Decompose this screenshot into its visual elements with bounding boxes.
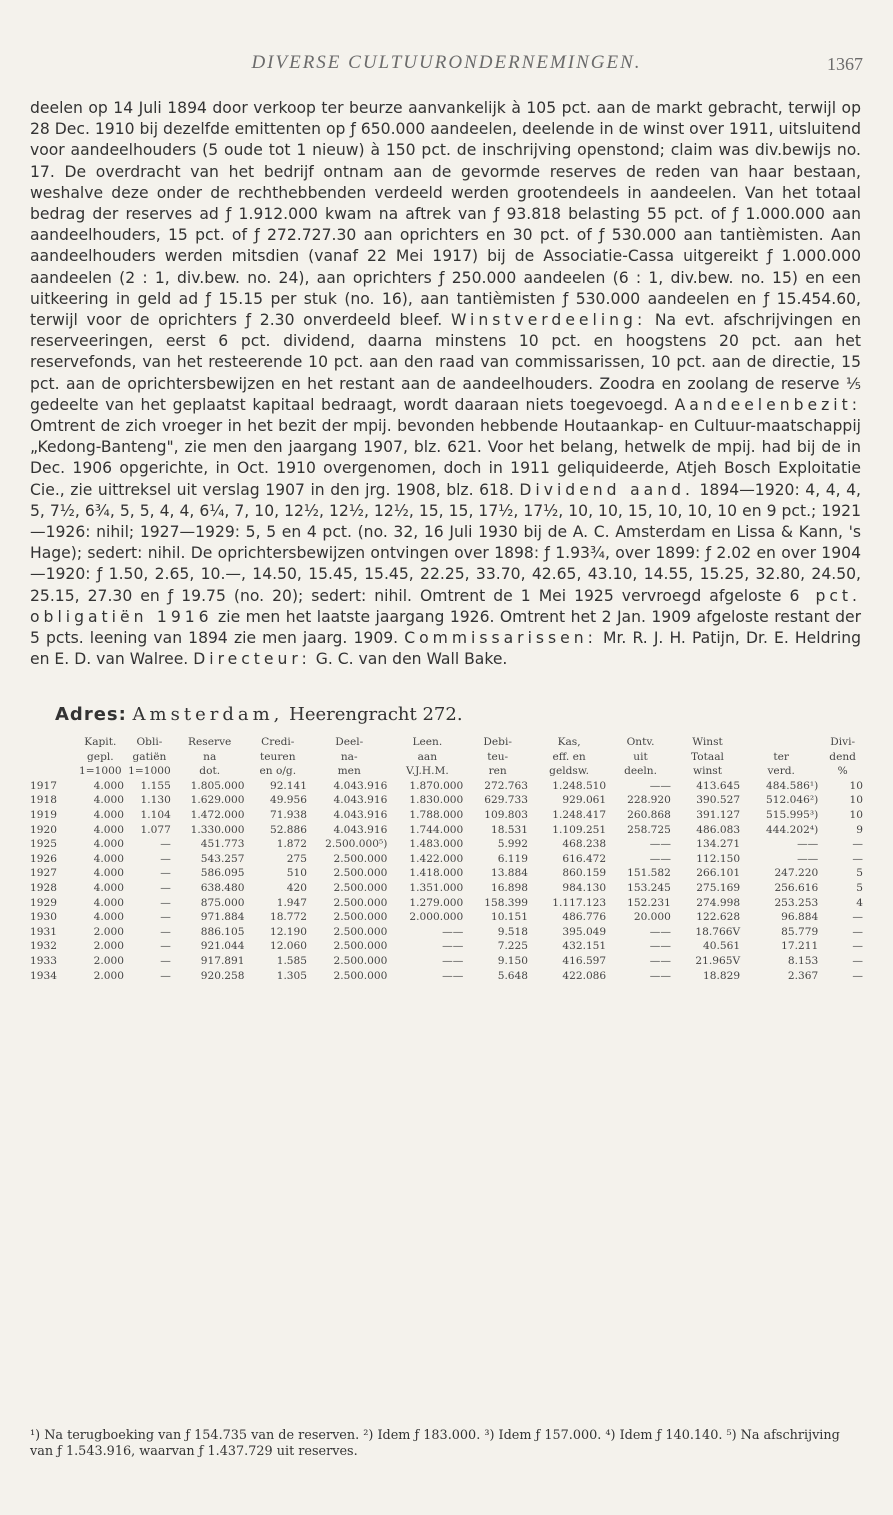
table-header-cell: eff. en <box>552 750 586 763</box>
table-header-cell: Divi- <box>830 736 856 748</box>
table-cell: 151.582 <box>627 867 671 880</box>
table-cell: 1.305 <box>276 969 308 982</box>
table-cell: 275.169 <box>696 881 741 894</box>
table-cell: — <box>852 954 863 967</box>
table-cell: 543.257 <box>200 852 245 865</box>
address-city: Amsterdam, <box>132 704 284 725</box>
table-cell: 10 <box>849 808 863 821</box>
table-header-cell: 1=1000 <box>79 765 122 778</box>
table-cell: 17.211 <box>781 940 819 953</box>
table-cell: 16.898 <box>490 881 529 894</box>
table-cell: 2.500.000 <box>333 896 388 909</box>
table-cell: —— <box>649 954 671 967</box>
address-street: Heerengracht 272. <box>289 704 463 725</box>
table-cell: 2.500.000 <box>333 881 388 894</box>
table-header-cell: teuren <box>260 750 296 763</box>
table-cell: 391.127 <box>696 808 741 821</box>
table-cell: — <box>852 969 863 982</box>
table-header-cell: geldsw. <box>549 765 590 778</box>
table-cell: 5.992 <box>497 838 529 851</box>
table-cell: —— <box>649 779 671 792</box>
section-label-winstverdeeling: Winstverdeeling: <box>450 311 647 330</box>
body-text-segment: Omtrent de zich vroeger in het bezit der mpij. bevonden hebbende Houtaankap- en Cultuur-maatschappij „Kedong-Banteng", zie men den jaargang 1907, blz. 621. Voor het belang, hetwelk de mpij. had bij de in Dec. 1906 opgerichte, in Oct. 1910 overgenomen, doch in 1911 geliquideerde, Atjeh Bosch Exploitatie Cie., zie uittreksel uit verslag 1907 in den jrg. 1908, blz. 618. <box>30 417 861 499</box>
table-cell: —— <box>649 940 671 953</box>
table-cell: 512.046²) <box>766 794 819 807</box>
table-cell: 1.483.000 <box>409 838 464 851</box>
table-year-cell: 1925 <box>30 838 57 851</box>
table-cell: 1.248.510 <box>552 779 607 792</box>
body-paragraph <box>30 98 861 670</box>
table-year-cell: 1930 <box>30 911 57 924</box>
table-cell: 1.077 <box>140 823 171 836</box>
table-year-cell: 1920 <box>30 823 57 836</box>
table-cell: 1.472.000 <box>190 808 245 821</box>
table-cell: 1.744.000 <box>409 823 464 836</box>
financial-table <box>30 735 865 983</box>
table-header-cell <box>30 764 75 779</box>
table-cell: 1.585 <box>276 954 308 967</box>
table-cell: 2.500.000 <box>333 867 388 880</box>
table-header-cell: en o/g. <box>259 765 297 778</box>
table-cell: 929.061 <box>562 794 607 807</box>
table-cell: 7.225 <box>497 940 529 953</box>
table-header-cell: Credi- <box>261 736 295 748</box>
table-cell: 1.870.000 <box>409 779 464 792</box>
table-cell: —— <box>649 925 671 938</box>
table-header <box>30 735 865 779</box>
table-cell: 875.000 <box>200 896 245 909</box>
table-cell: 2.500.000 <box>333 911 388 924</box>
table-cell: 1.117.123 <box>552 896 607 909</box>
table-cell: 629.733 <box>484 794 529 807</box>
table-cell: 971.884 <box>200 911 245 924</box>
table-year-cell: 1928 <box>30 881 57 894</box>
footnotes <box>30 1428 863 1460</box>
body-text-segment: deelen op 14 Juli 1894 door verkoop ter beurze aanvankelijk à 105 pct. aan de markt gebracht, terwijl op 28 Dec. 1910 bij dezelfde emittenten op ƒ 650.000 aandeelen, deelende in de winst over 1911, uitsluitend voor aandeelhouders (5 oude tot 1 nieuw) à 150 pct. de inschrijving openstond; claim was div.bewijs no. 17. De overdracht van het bedrijf ontnam aan de gevormde reserves de reden van haar bestaan, weshalve deze onder de rechthebbenden verdeeld werden grootendeels in aandeelen. Van het totaal bedrag der reserves ad ƒ 1.912.000 kwam na aftrek van ƒ 93.818 belasting 55 pct. of ƒ 1.000.000 aan aandeelhouders, 15 pct. of ƒ 272.727.30 aan oprichters en 30 pct. of ƒ 530.000 aan tantièmisten. Aan aandeelhouders werden mitsdien (vanaf 22 Mei 1917) bij de Associatie-Cassa uitgereikt ƒ 1.000.000 aandeelen (2 : 1, div.bew. no. 24), aan oprichters ƒ 250.000 aandeelen (6 : 1, div.bew. no. 15) en een uitkeering in geld ad ƒ 15.15 per stuk (no. 16), aan tantièmisten ƒ 530.000 aandeelen en ƒ 15.454.60, terwijl voor de oprichters ƒ 2.30 onverdeeld bleef. <box>30 99 861 330</box>
table-header-cell: V.J.H.M. <box>405 765 449 778</box>
table-cell: 18.766V <box>695 925 741 938</box>
table-row <box>30 866 865 881</box>
table-cell: 1.872 <box>276 838 308 851</box>
table-cell: 4 <box>856 896 863 909</box>
table-cell: 20.000 <box>633 911 671 924</box>
table-cell: 2.500.000 <box>333 954 388 967</box>
table-cell: 1.109.251 <box>552 823 607 836</box>
table-year-cell: 1932 <box>30 940 57 953</box>
table-header-cell: 1=1000 <box>128 765 171 778</box>
table-cell: 228.920 <box>627 794 671 807</box>
table-cell: 422.086 <box>562 969 607 982</box>
table-cell: 1.155 <box>140 779 171 792</box>
table-cell: 10.151 <box>490 911 529 924</box>
table-header-cell: deeln. <box>624 765 657 778</box>
body-text-segment: 1894—1920: 4, 4, 4, 5, 7½, 6¾, 5, 5, 4, 4, 6¼, 7, 10, 12½, 12½, 12½, 15, 15, 17½, 17½, 10, 10, 15, 10, 10, 10 en 9 pct.; 1921—1926: nihil; 1927—1929: 5, 5 en 4 pct. (no. 32, 16 Juli 1930 bij de A. C. Amsterdam en Lissa & Kann, 's Hage); sedert: nihil. De oprichtersbewijzen ontvingen over 1898: ƒ 1.93¾, over 1899: ƒ 2.02 en over 1904—1920: ƒ 1.50, 2.65, 10.—, 14.50, 15.45, 15.45, 22.25, 33.70, 42.65, 43.10, 14.55, 15.25, 32.80, 24.50, 25.15, 27.30 en ƒ 19.75 (no. 20); sedert: nihil. Omtrent de 1 Mei 1925 vervroegd afgeloste <box>30 480 862 605</box>
table-cell: 586.095 <box>200 867 245 880</box>
table-cell: 2.500.000 <box>333 852 388 865</box>
table-cell: 92.141 <box>269 779 308 792</box>
table-cell: 2.500.000 <box>333 969 388 982</box>
table-cell: 2.000.000 <box>409 911 464 924</box>
table-header-cell: Obli- <box>136 736 163 748</box>
table-cell: — <box>160 896 171 909</box>
table-header-row <box>30 735 865 750</box>
table-year-cell: 1934 <box>30 969 57 982</box>
table-cell: 420 <box>286 881 308 894</box>
table-cell: 1.418.000 <box>409 867 464 880</box>
table-header-cell: Totaal <box>691 750 724 763</box>
table-cell: 2.000 <box>93 954 124 967</box>
table-cell: 274.998 <box>696 896 741 909</box>
table-cell: 247.220 <box>774 867 819 880</box>
table-cell: 8.153 <box>787 954 819 967</box>
table-cell: 4.000 <box>93 896 124 909</box>
table-header-cell: Ontv. <box>626 736 655 748</box>
table-cell: 253.253 <box>774 896 819 909</box>
table-cell: 4.000 <box>93 779 124 792</box>
table-cell: 4.000 <box>93 838 124 851</box>
section-label-directeur: Directeur: <box>193 650 311 669</box>
table-year-cell: 1927 <box>30 867 57 880</box>
table-cell: 917.891 <box>200 954 245 967</box>
table-cell: 49.956 <box>269 794 308 807</box>
table-cell: — <box>160 925 171 938</box>
table-cell: 4.000 <box>93 794 124 807</box>
table-header-cell: Deel- <box>335 736 364 748</box>
table-cell: 266.101 <box>696 867 741 880</box>
section-label-dividend: Dividend aand. <box>519 480 694 499</box>
running-title: DIVERSE CULTUURONDERNEMINGEN. <box>251 52 642 73</box>
table-cell: 18.829 <box>703 969 741 982</box>
table-cell: 4.043.916 <box>333 823 388 836</box>
table-header-cell: Reserve <box>188 736 232 748</box>
table-cell: 71.938 <box>269 808 308 821</box>
table-cell: 921.044 <box>200 940 245 953</box>
table-cell: 413.645 <box>696 779 741 792</box>
table-cell: 2.000 <box>93 925 124 938</box>
table-year-cell: 1931 <box>30 925 57 938</box>
table-row <box>30 910 865 925</box>
address-line <box>55 704 463 725</box>
table-cell: 2.500.000 <box>333 940 388 953</box>
table-row <box>30 881 865 896</box>
table-header-cell <box>30 735 75 750</box>
table-header-cell: na <box>203 750 217 763</box>
table-cell: 1.248.417 <box>552 808 607 821</box>
table-cell: 18.772 <box>269 911 308 924</box>
table-cell: 5 <box>856 867 863 880</box>
table-cell: — <box>160 969 171 982</box>
table-cell: 515.995³) <box>766 808 819 821</box>
table-cell: —— <box>797 838 819 851</box>
table-cell: 260.868 <box>627 808 671 821</box>
table-cell: 432.151 <box>562 940 607 953</box>
table-cell: 2.000 <box>93 969 124 982</box>
table-row <box>30 925 865 940</box>
table-cell: 122.628 <box>696 911 741 924</box>
table-cell: 510 <box>286 867 308 880</box>
table-cell: 10 <box>849 794 863 807</box>
table-cell: 395.049 <box>562 925 607 938</box>
footnote-text: ¹) Na terugboeking van ƒ 154.735 van de reserven. ²) Idem ƒ 183.000. ³) Idem ƒ 157.000. ⁴) Idem ƒ 140.140. ⁵) Na afschrijving van ƒ 1.543.916, waarvan ƒ 1.437.729 uit reserves. <box>30 1428 840 1459</box>
body-text-segment: G. C. van den Wall Bake. <box>310 650 508 669</box>
table-header-cell: Debi- <box>483 736 512 748</box>
table-row <box>30 793 865 808</box>
table-header-cell: aan <box>417 750 438 763</box>
table-cell: 468.238 <box>562 838 607 851</box>
table-cell: 4.000 <box>93 881 124 894</box>
table-row <box>30 823 865 838</box>
table-cell: —— <box>649 838 671 851</box>
table-cell: 4.000 <box>93 808 124 821</box>
table-cell: — <box>160 881 171 894</box>
table-header-cell: teu- <box>487 750 509 763</box>
table-cell: 484.586¹) <box>766 779 819 792</box>
table-row <box>30 954 865 969</box>
table-cell: — <box>852 838 863 851</box>
table-year-cell: 1933 <box>30 954 57 967</box>
table-cell: 109.803 <box>484 808 529 821</box>
table-cell: —— <box>442 925 464 938</box>
table-cell: 451.773 <box>200 838 245 851</box>
table-row <box>30 852 865 867</box>
table-cell: 2.500.000 <box>333 925 388 938</box>
table-cell: 272.763 <box>484 779 529 792</box>
table-cell: 486.083 <box>696 823 741 836</box>
table-cell: 4.043.916 <box>333 794 388 807</box>
page-number: 1367 <box>827 54 863 74</box>
table-cell: 1.130 <box>140 794 171 807</box>
table-header-cell: ter <box>773 750 789 763</box>
table-header-cell: na- <box>340 750 358 763</box>
table-cell: 152.231 <box>627 896 671 909</box>
table-cell: 12.060 <box>269 940 308 953</box>
table-cell: 1.788.000 <box>409 808 464 821</box>
table-cell: 96.884 <box>781 911 819 924</box>
table-cell: 616.472 <box>562 852 607 865</box>
table-year-cell: 1919 <box>30 808 57 821</box>
address-label: Adres: <box>55 704 127 725</box>
table-header-cell: Kapit. <box>84 736 117 748</box>
table-header-cell: % <box>837 765 848 778</box>
table-header-row <box>30 764 865 779</box>
table-header-cell: uit <box>633 750 648 763</box>
table-row <box>30 779 865 794</box>
table-cell: 1.947 <box>276 896 308 909</box>
table-cell: 2.500.000⁵) <box>325 838 388 851</box>
table-cell: — <box>160 954 171 967</box>
section-label-obligatien: 6 pct. obligatiën 1916 <box>30 586 861 626</box>
table-cell: 18.531 <box>490 823 529 836</box>
body-text-segment: Na evt. afschrijvingen en reserveeringen, eerst 6 pct. dividend, daarna minstens 10 pct. en hoogstens 20 pct. aan het reservefonds, van het resteerende 10 pct. aan den raad van commissarissen, 10 pct. aan de directie, 15 pct. aan de oprichtersbewijzen en het restant aan de aandeelhouders. Zoodra en zoolang de reserve ⅕ gedeelte van het geplaatst kapitaal bedraagt, wordt daaraan niets toegevoegd. <box>30 311 861 414</box>
section-label-commissarissen: Commissarissen: <box>404 629 597 648</box>
table-year-cell: 1929 <box>30 896 57 909</box>
table-cell: 1.351.000 <box>409 881 464 894</box>
table-cell: 416.597 <box>562 954 607 967</box>
table-cell: —— <box>442 954 464 967</box>
table-cell: 4.000 <box>93 823 124 836</box>
table-cell: 85.779 <box>781 925 819 938</box>
table-row <box>30 837 865 852</box>
table-cell: — <box>160 867 171 880</box>
table-header-cell: Winst <box>692 736 723 748</box>
table-row <box>30 808 865 823</box>
table-cell: 9.518 <box>497 925 529 938</box>
table-cell: — <box>852 925 863 938</box>
table-cell: 21.965V <box>695 954 741 967</box>
table-cell: 886.105 <box>200 925 245 938</box>
table-year-cell: 1918 <box>30 794 57 807</box>
table-cell: —— <box>442 940 464 953</box>
body-text-segment: zie men het laatste jaargang 1926. Omtrent het 2 Jan. 1909 afgeloste restant der 5 pcts. leening van 1894 zie men jaarg. 1909. <box>30 607 861 648</box>
table-body <box>30 779 865 983</box>
table-cell: 860.159 <box>562 867 607 880</box>
table-cell: 1.104 <box>140 808 171 821</box>
table-row <box>30 939 865 954</box>
table-cell: 486.776 <box>562 911 607 924</box>
table-header-cell: winst <box>693 765 722 778</box>
table-cell: 1.330.000 <box>190 823 245 836</box>
table-cell: — <box>160 852 171 865</box>
table-cell: 1.805.000 <box>190 779 245 792</box>
table-header-cell <box>742 735 820 750</box>
table-cell: 2.000 <box>93 940 124 953</box>
table-cell: 1.830.000 <box>409 794 464 807</box>
body-text <box>30 98 861 670</box>
table-header-cell: gatiën <box>132 750 167 763</box>
table-cell: — <box>160 838 171 851</box>
table-cell: 444.202⁴) <box>766 823 819 836</box>
table-cell: 52.886 <box>269 823 308 836</box>
table-cell: 4.000 <box>93 911 124 924</box>
table-cell: 1.629.000 <box>190 794 245 807</box>
table-header-cell: dot. <box>199 765 221 778</box>
table-cell: 390.527 <box>696 794 741 807</box>
table-header-cell: Kas, <box>557 736 581 748</box>
table-cell: 6.119 <box>497 852 529 865</box>
table-cell: —— <box>442 969 464 982</box>
table-cell: 920.258 <box>200 969 245 982</box>
table-cell: 4.000 <box>93 852 124 865</box>
table-row <box>30 969 865 984</box>
table-cell: 4.000 <box>93 867 124 880</box>
table-cell: 153.245 <box>627 881 671 894</box>
table-cell: 2.367 <box>787 969 819 982</box>
table-cell: 4.043.916 <box>333 779 388 792</box>
table-cell: —— <box>649 852 671 865</box>
table-header-cell: dend <box>829 750 856 763</box>
table-cell: 256.616 <box>774 881 819 894</box>
table-cell: — <box>160 940 171 953</box>
table-header-cell: verd. <box>767 765 795 778</box>
table-cell: —— <box>649 969 671 982</box>
table-header-cell: Leen. <box>412 736 443 748</box>
table-year-cell: 1926 <box>30 852 57 865</box>
table-cell: — <box>852 940 863 953</box>
table-cell: 40.561 <box>703 940 741 953</box>
table-cell: — <box>852 852 863 865</box>
section-label-aandeelenbezit: Aandeelenbezit: <box>674 395 861 414</box>
table-cell: 134.271 <box>696 838 741 851</box>
table-cell: 13.884 <box>490 867 529 880</box>
table-header-cell: men <box>337 765 361 778</box>
table-cell: 1.279.000 <box>409 896 464 909</box>
table-cell: 275 <box>286 852 308 865</box>
table-cell: 258.725 <box>627 823 671 836</box>
table-cell: 1.422.000 <box>409 852 464 865</box>
body-text-segment: Mr. R. J. H. Patijn, Dr. E. Heldring en E. D. van Walree. <box>30 629 861 669</box>
table-cell: 984.130 <box>562 881 607 894</box>
table-cell: 5.648 <box>497 969 529 982</box>
table-row <box>30 896 865 911</box>
table-header-cell <box>30 750 75 765</box>
table-cell: 158.399 <box>484 896 529 909</box>
table-cell: 5 <box>856 881 863 894</box>
table-cell: 638.480 <box>200 881 245 894</box>
table-year-cell: 1917 <box>30 779 57 792</box>
table-cell: —— <box>797 852 819 865</box>
table-header-cell: gepl. <box>87 750 114 763</box>
table-cell: 9 <box>856 823 863 836</box>
table-cell: 12.190 <box>269 925 308 938</box>
table-cell: 10 <box>849 779 863 792</box>
table-cell: — <box>852 911 863 924</box>
table-cell: 112.150 <box>696 852 741 865</box>
table-header-row <box>30 750 865 765</box>
table-header-cell: ren <box>488 765 507 778</box>
table-cell: 9.150 <box>497 954 529 967</box>
table-cell: 4.043.916 <box>333 808 388 821</box>
table-cell: — <box>160 911 171 924</box>
page-header <box>0 52 893 82</box>
